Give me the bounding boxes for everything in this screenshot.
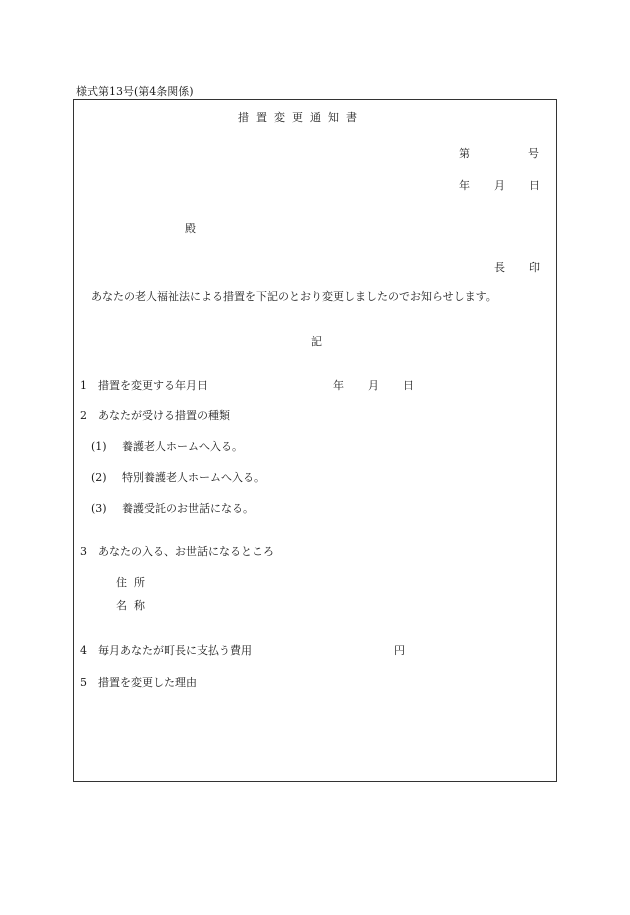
addressee-suffix: 殿	[185, 222, 196, 235]
item5-number: 5	[80, 676, 87, 689]
seal-mark: 印	[529, 261, 540, 274]
number-prefix: 第	[459, 147, 470, 160]
item1-day: 日	[403, 379, 414, 392]
item4-number: 4	[80, 644, 87, 657]
issue-month: 月	[494, 179, 505, 192]
issue-day: 日	[529, 179, 540, 192]
form-label: 様式第13号(第4条関係)	[76, 85, 194, 98]
item3-label: あなたの入る、お世話になるところ	[98, 545, 274, 558]
issue-year: 年	[459, 179, 470, 192]
ki-heading: 記	[311, 335, 322, 348]
option1-number: (1)	[91, 440, 107, 453]
item2-number: 2	[80, 409, 87, 422]
item1-number: 1	[80, 379, 87, 392]
document-title: 措置変更通知書	[238, 111, 364, 124]
issuer-title: 長	[494, 261, 505, 274]
option3-number: (3)	[91, 502, 107, 515]
item4-label: 毎月あなたが町長に支払う費用	[98, 644, 252, 657]
item2-label: あなたが受ける措置の種類	[98, 409, 230, 422]
item3-number: 3	[80, 545, 87, 558]
address-label: 住所	[116, 576, 152, 589]
item5-label: 措置を変更した理由	[98, 676, 197, 689]
option2-text: 特別養護老人ホームへ入る。	[122, 471, 265, 484]
intro-text: あなたの老人福祉法による措置を下記のとおり変更しましたのでお知らせします。	[91, 290, 497, 303]
number-suffix: 号	[528, 147, 539, 160]
option3-text: 養護受託のお世話になる。	[122, 502, 254, 515]
option1-text: 養護老人ホームへ入る。	[122, 440, 243, 453]
item1-year: 年	[333, 379, 344, 392]
item4-unit: 円	[394, 644, 405, 657]
option2-number: (2)	[91, 471, 107, 484]
facility-name-label: 名称	[116, 599, 152, 612]
item1-month: 月	[368, 379, 379, 392]
item1-label: 措置を変更する年月日	[98, 379, 208, 392]
